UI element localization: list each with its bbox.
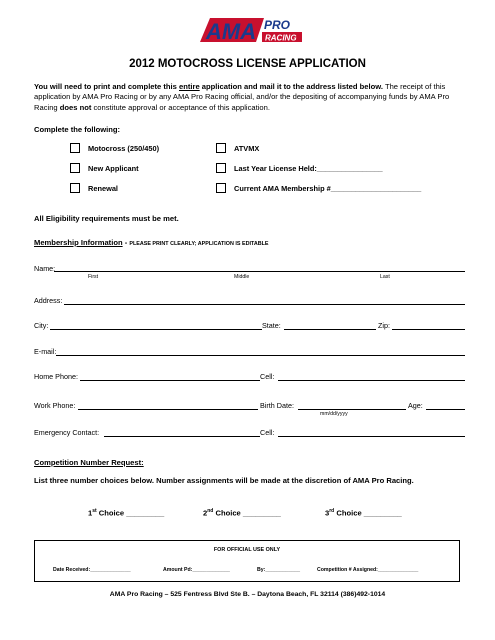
home-phone-label: Home Phone: xyxy=(34,372,78,381)
email-field[interactable] xyxy=(56,355,465,356)
address-label: Address: xyxy=(34,296,63,305)
choice-number: 3 xyxy=(325,508,330,518)
second-choice-field[interactable] xyxy=(203,508,281,518)
logo-pro-text: PRO xyxy=(264,18,291,32)
intro-text-2: application and mail it to the address listed below. xyxy=(199,82,383,91)
checkbox-atvmx[interactable] xyxy=(216,143,259,153)
checkbox-label: New Applicant xyxy=(88,163,139,173)
by-field[interactable]: By:____________ xyxy=(257,567,300,573)
membership-heading-main: Membership Information xyxy=(34,238,123,247)
birth-date-label: Birth Date: xyxy=(260,401,294,410)
official-use-box xyxy=(34,540,460,582)
name-first-sublabel: First xyxy=(88,274,99,280)
choice-suffix: st xyxy=(92,508,97,514)
choice-suffix: rd xyxy=(329,508,335,514)
name-label: Name: xyxy=(34,264,56,273)
intro-paragraph xyxy=(34,82,466,113)
checkbox-square[interactable] xyxy=(216,163,226,173)
checkbox-renewal[interactable] xyxy=(70,183,118,193)
competition-heading: Competition Number Request: xyxy=(34,458,144,467)
checkbox-square[interactable] xyxy=(70,163,80,173)
address-field[interactable] xyxy=(64,304,465,305)
complete-label: Complete the following: xyxy=(34,125,121,134)
choice-suffix: nd xyxy=(207,508,214,514)
emergency-cell-field[interactable] xyxy=(278,436,465,437)
city-field[interactable] xyxy=(50,329,262,330)
checkbox-square[interactable] xyxy=(70,183,80,193)
home-phone-field[interactable] xyxy=(80,380,260,381)
intro-does-not: does not xyxy=(59,102,92,112)
intro-text-4: constitute approval or acceptance of this application. xyxy=(91,102,270,112)
checkbox-last-year-license[interactable] xyxy=(216,163,383,173)
intro-text-3: The receipt of this application by AMA Pro Racing or by any AMA Pro Racing official, and/or the depositing of accompanying funds by AMA Pro Racing xyxy=(34,82,450,112)
name-last-sublabel: Last xyxy=(380,274,390,280)
page-title: 2012 MOTOCROSS LICENSE APPLICATION xyxy=(129,58,366,70)
city-label: City: xyxy=(34,321,49,330)
checkbox-label: Motocross (250/450) xyxy=(88,143,160,153)
ama-pro-racing-logo xyxy=(196,12,304,48)
zip-field[interactable] xyxy=(392,329,465,330)
birth-date-field[interactable] xyxy=(298,409,406,410)
age-label: Age: xyxy=(408,401,423,410)
footer-address: AMA Pro Racing – 525 Fentress Blvd Ste B. – Daytona Beach, FL 32114 (386)492-1014 xyxy=(109,591,386,598)
date-format-hint: mm/dd/yyyy xyxy=(320,411,348,417)
state-field[interactable] xyxy=(284,329,376,330)
checkbox-label: Current AMA Membership #______________________ xyxy=(234,183,422,193)
choice-label: Choice _________ xyxy=(96,508,165,518)
work-phone-label: Work Phone: xyxy=(34,401,76,410)
checkbox-current-membership[interactable] xyxy=(216,183,421,193)
cell-field[interactable] xyxy=(278,380,465,381)
intro-text-1: You will need to print and complete this xyxy=(34,82,179,91)
third-choice-field[interactable] xyxy=(325,508,402,518)
checkbox-square[interactable] xyxy=(216,183,226,193)
intro-entire: entire xyxy=(179,82,200,91)
eligibility-text: All Eligibility requirements must be met. xyxy=(34,214,179,223)
choice-number: 2 xyxy=(203,508,208,518)
zip-label: Zip: xyxy=(378,321,390,330)
checkbox-label: ATVMX xyxy=(234,143,260,153)
choice-number: 1 xyxy=(88,508,93,518)
name-middle-sublabel: Middle xyxy=(234,274,250,280)
emergency-contact-label: Emergency Contact: xyxy=(34,428,100,437)
name-field[interactable] xyxy=(54,271,465,272)
membership-heading-dash: - xyxy=(122,238,130,247)
checkbox-square[interactable] xyxy=(70,143,80,153)
competition-assigned-field[interactable]: Competition # Assigned:______________ xyxy=(317,567,419,573)
choice-label: Choice _________ xyxy=(213,508,281,518)
age-field[interactable] xyxy=(426,409,465,410)
email-label: E-mail: xyxy=(34,347,57,356)
official-use-title: FOR OFFICIAL USE ONLY xyxy=(213,547,281,553)
amount-paid-field[interactable]: Amount Pd:_____________ xyxy=(163,567,230,573)
checkbox-new-applicant[interactable] xyxy=(70,163,139,173)
checkbox-motocross[interactable] xyxy=(70,143,159,153)
first-choice-field[interactable] xyxy=(88,508,164,518)
logo-racing-text: RACING xyxy=(265,33,297,43)
membership-heading-note: PLEASE PRINT CLEARLY; APPLICATION IS EDITABLE xyxy=(129,241,269,247)
logo-ama-text: AMA xyxy=(206,19,257,44)
membership-heading xyxy=(34,238,269,247)
choice-label: Choice _________ xyxy=(334,508,402,518)
work-phone-field[interactable] xyxy=(78,409,258,410)
emergency-contact-field[interactable] xyxy=(104,436,260,437)
checkbox-label: Last Year License Held:________________ xyxy=(234,163,383,173)
date-received-field[interactable]: Date Received:______________ xyxy=(53,567,131,573)
checkbox-label: Renewal xyxy=(88,183,118,193)
checkbox-square[interactable] xyxy=(216,143,226,153)
competition-instructions: List three number choices below. Number assignments will be made at the discretion of AMA Pro Racing. xyxy=(34,476,414,485)
emergency-cell-label: Cell: xyxy=(260,428,275,437)
cell-label: Cell: xyxy=(260,372,275,381)
state-label: State: xyxy=(262,321,281,330)
